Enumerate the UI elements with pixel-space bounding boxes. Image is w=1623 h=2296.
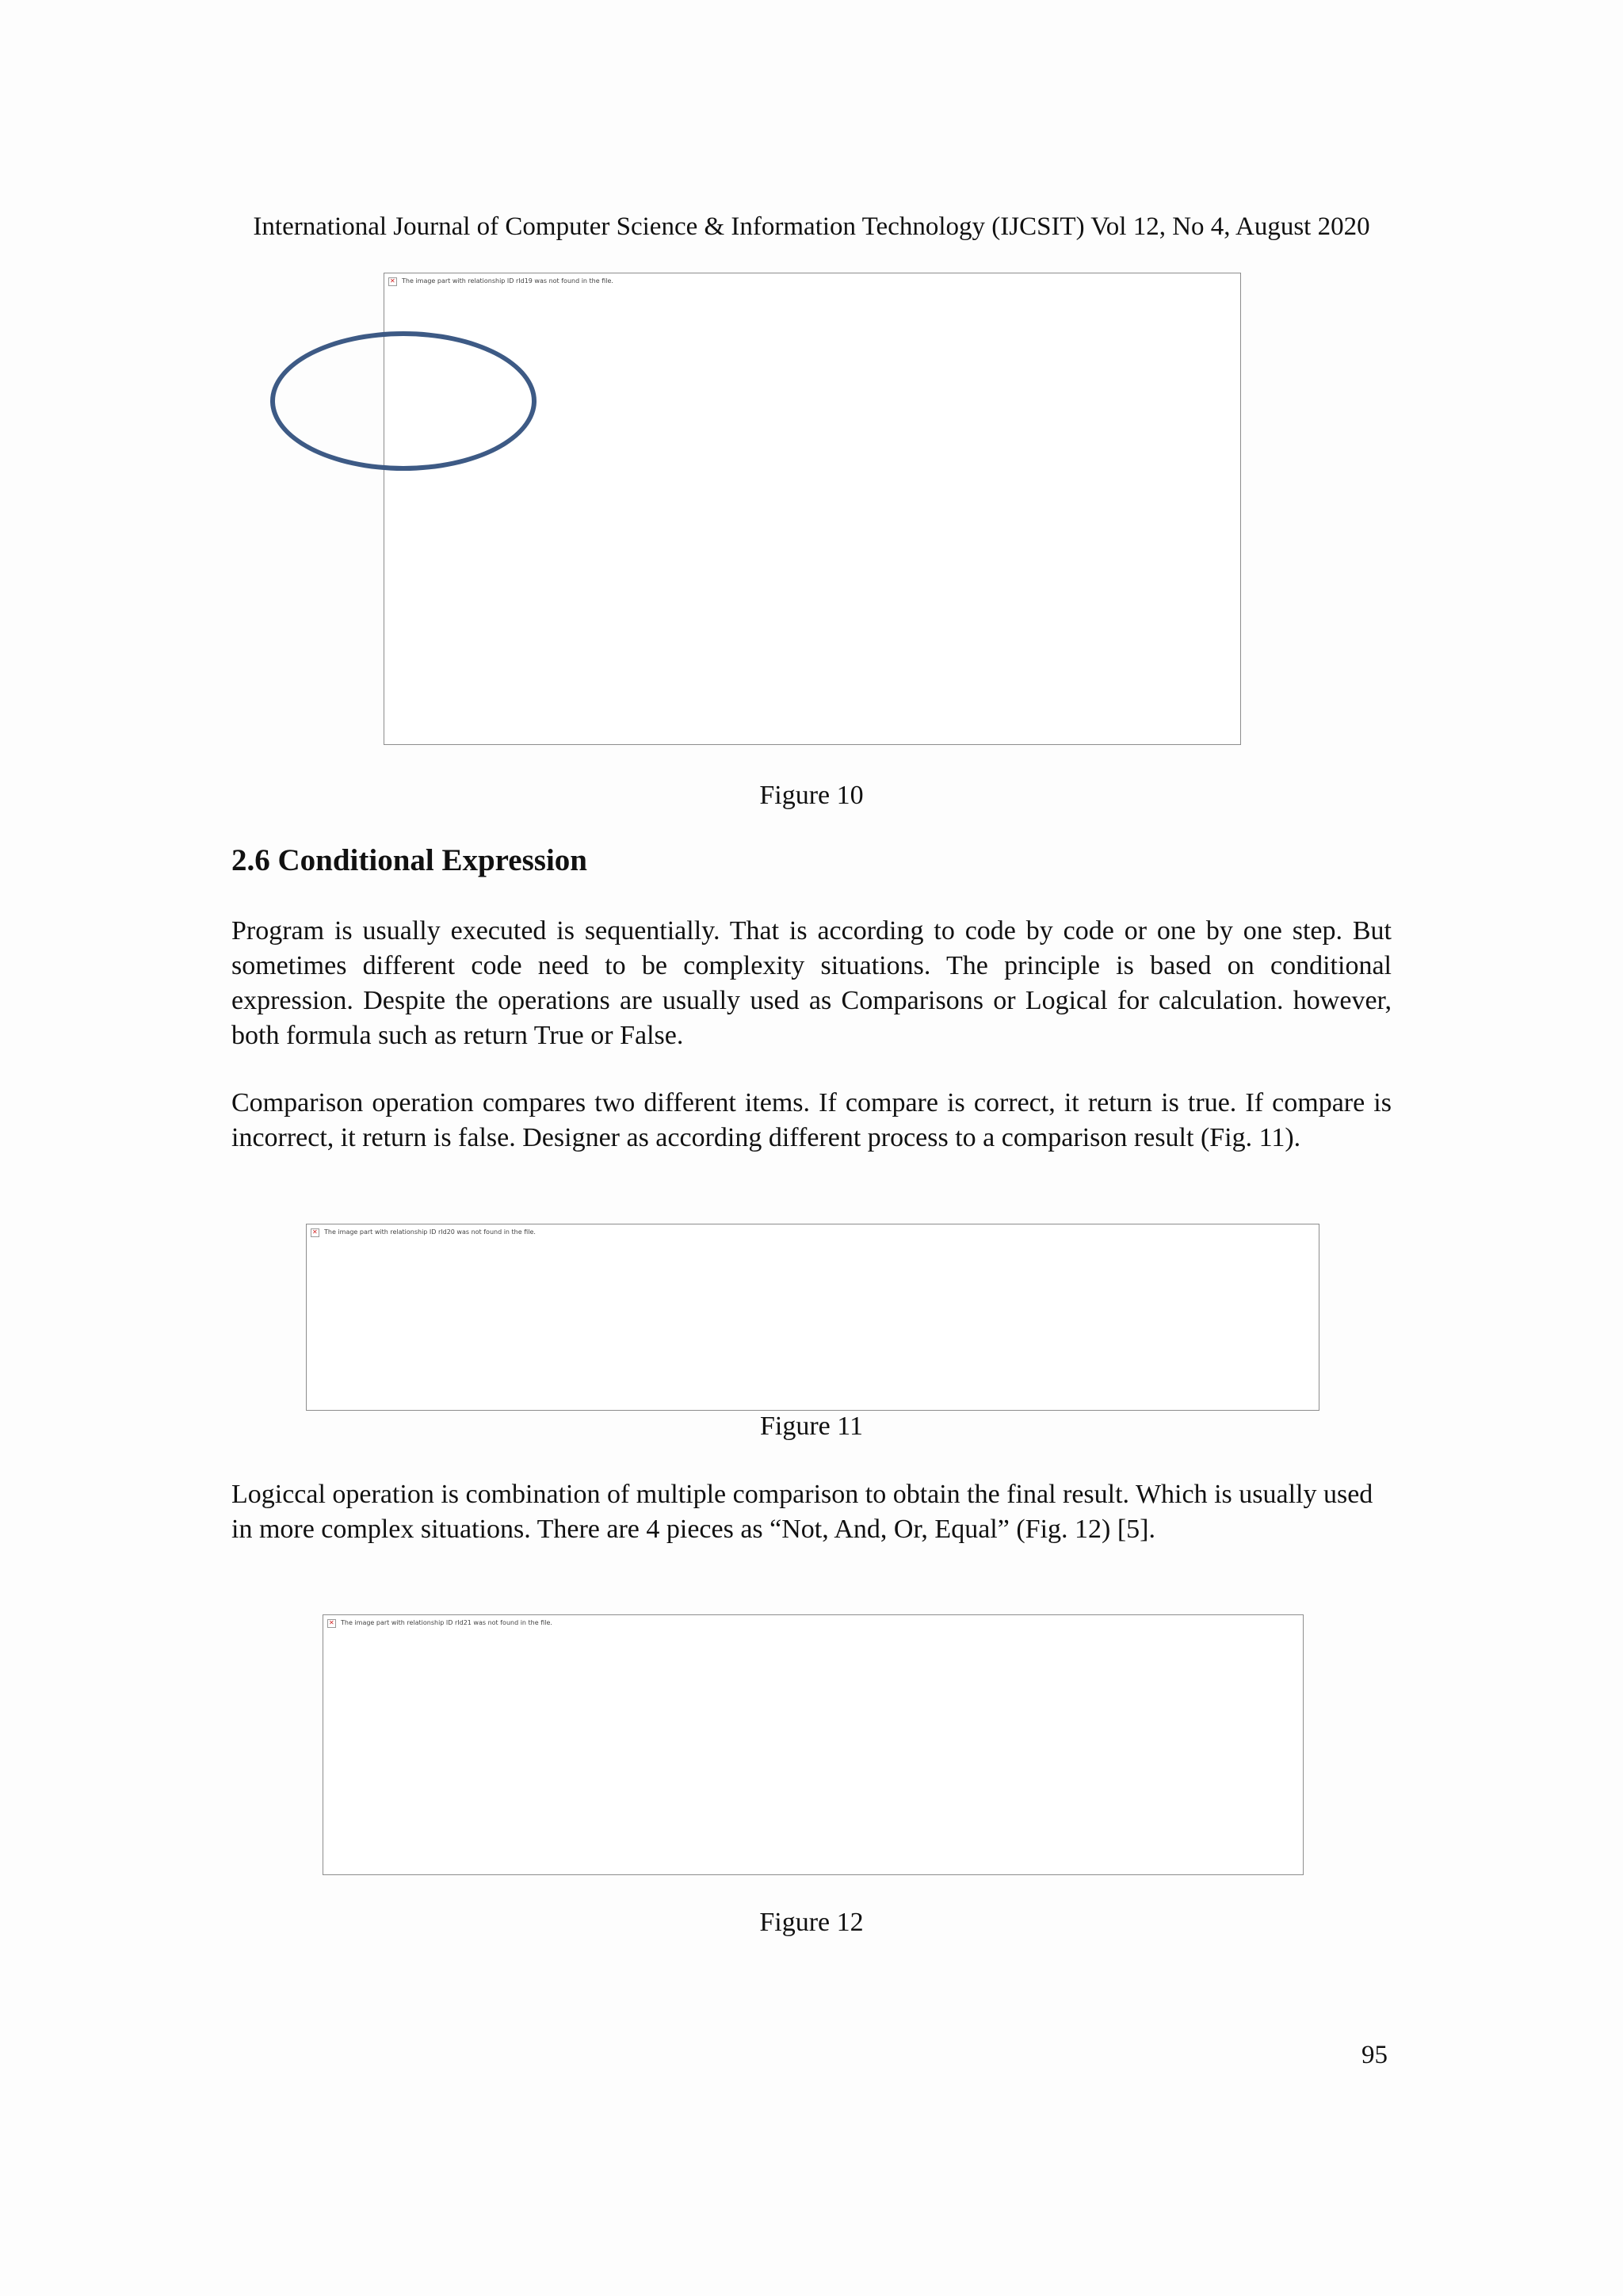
figure-11-frame — [306, 1224, 1319, 1411]
figure-10-missing-image-note — [388, 277, 613, 286]
paragraph-logical: Logiccal operation is combination of multiple comparison to obtain the final result. Which is usually used in more complex situations. There are 4 pieces as “Not, And, Or, Equal” (Fig. 12) [5]. — [231, 1480, 1373, 1544]
figure-10-missing-image-text: The image part with relationship ID rId19 was not found in the file. — [402, 277, 613, 285]
paragraph-conditional-intro: Program is usually executed is sequentially. That is according to code by code or one by one step. But sometimes different code need to be complexity situations. The principle is based on conditional expression. Despite the operations are usually used as Comparisons or Logical for calculation. however, both formula such as return True or False. — [231, 916, 1392, 1050]
broken-image-icon — [327, 1619, 336, 1628]
broken-image-icon — [311, 1228, 319, 1237]
figure-12-caption: Figure 12 — [759, 1908, 864, 1937]
figure-12-missing-image-text: The image part with relationship ID rId21 was not found in the file. — [341, 1619, 552, 1626]
paragraph-comparison: Comparison operation compares two different items. If compare is correct, it return is true. If compare is incorrect, it return is false. Designer as according different process to a comparison result (Fig. 11). — [231, 1088, 1392, 1152]
page-number: 95 — [1361, 2041, 1388, 2069]
figure-12-frame — [323, 1614, 1304, 1875]
broken-image-icon — [388, 277, 397, 286]
highlight-ellipse — [270, 331, 537, 471]
figure-10-caption: Figure 10 — [759, 781, 864, 810]
figure-11-missing-image-text: The image part with relationship ID rId20 was not found in the file. — [324, 1228, 536, 1236]
section-heading: 2.6 Conditional Expression — [231, 843, 587, 877]
figure-11-missing-image-note — [311, 1228, 536, 1237]
figure-11-caption: Figure 11 — [759, 1412, 863, 1441]
running-header: International Journal of Computer Science & Information Technology (IJCSIT) Vol 12, No 4, August 2020 — [253, 212, 1370, 241]
figure-10-frame — [384, 273, 1241, 745]
figure-12-missing-image-note — [327, 1618, 552, 1628]
